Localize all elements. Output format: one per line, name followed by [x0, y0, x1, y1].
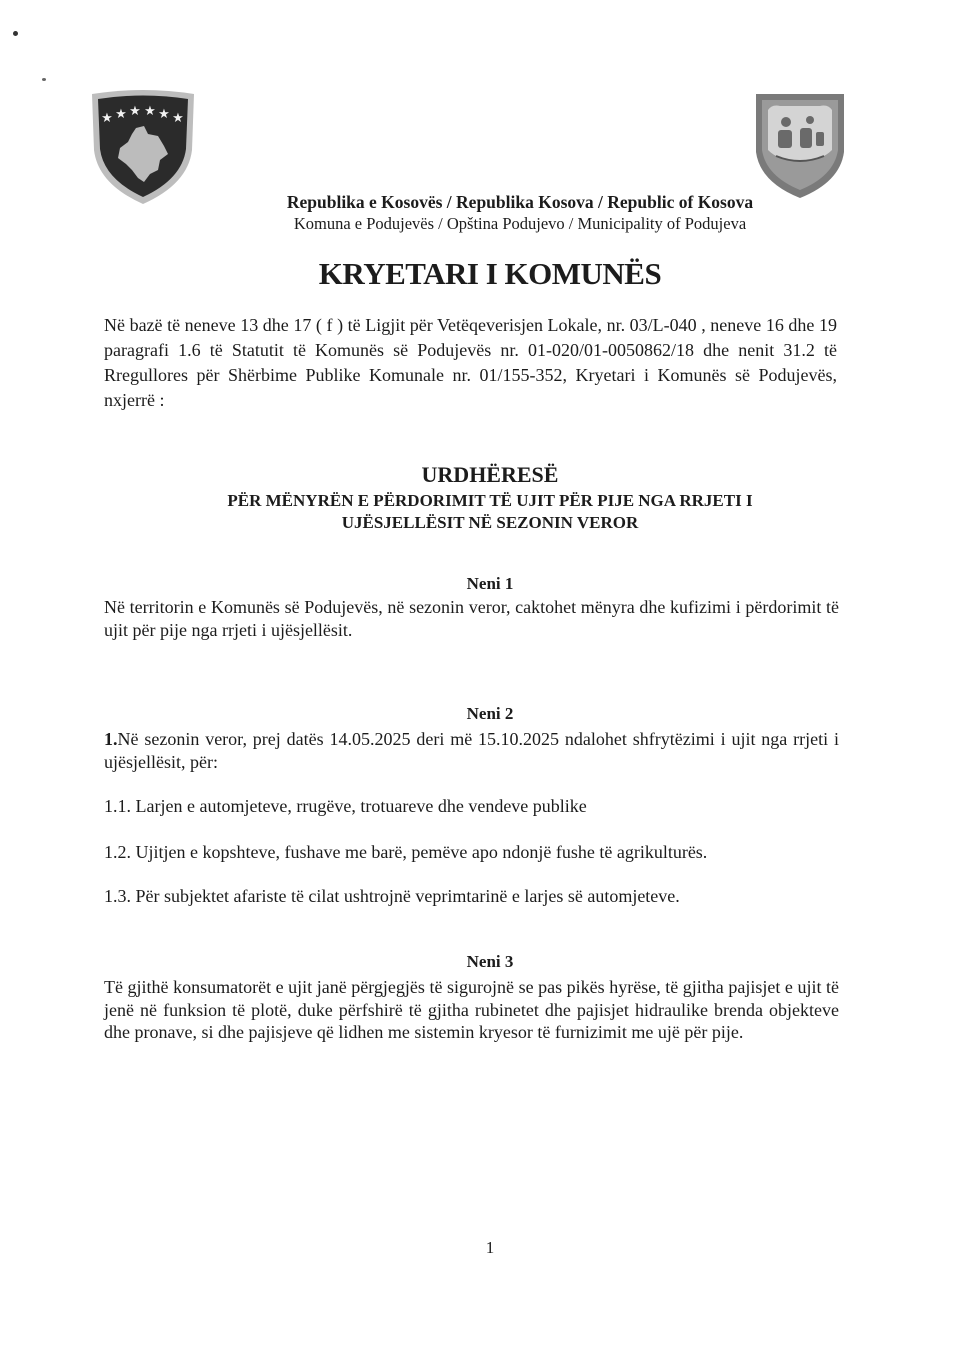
svg-text:★: ★: [144, 104, 156, 119]
page-number: 1: [485, 1238, 495, 1257]
article-2-heading: Neni 2: [466, 704, 514, 723]
svg-text:★: ★: [172, 111, 184, 126]
header-state-name: Republika e Kosovës / Republika Kosova / Republic of Kosova: [286, 192, 754, 212]
article-2-lead-number: 1.: [104, 729, 118, 749]
article-2-body: Në sezonin veror, prej datës 14.05.2025 deri më 15.10.2025 ndalohet shfrytëzimi i ujit nga rrjeti i ujësjellësit, për:: [104, 729, 839, 772]
article-2-item: 1.1. Larjen e automjeteve, rrugëve, trotuareve dhe vendeve publike: [104, 796, 587, 816]
svg-text:★: ★: [101, 111, 113, 126]
article-2-item: 1.2. Ujitjen e kopshteve, fushave me barë, pemëve apo ndonjë fushe të agrikulturës.: [104, 842, 708, 862]
document-title: KRYETARI I KOMUNËS: [318, 256, 662, 291]
article-1-heading: Neni 1: [466, 574, 514, 593]
scan-speck: [13, 31, 18, 36]
article-3-heading: Neni 3: [466, 952, 514, 971]
order-subtitle-line: UJËSJELLËSIT NË SEZONIN VEROR: [341, 513, 639, 532]
article-1-text: Në territorin e Komunës së Podujevës, në sezonin veror, caktohet mënyra dhe kufizimi i përdorimit të ujit për pije nga rrjeti i ujësjellësit.: [104, 597, 839, 640]
article-2-item: 1.3. Për subjektet afariste të cilat ushtrojnë veprimtarinë e larjes së automjeteve.: [104, 886, 680, 906]
svg-text:★: ★: [158, 107, 170, 122]
svg-text:★: ★: [129, 104, 141, 119]
order-subtitle: [0, 490, 980, 534]
order-title: URDHËRESË: [421, 462, 559, 487]
scan-speck: [42, 78, 46, 81]
legal-preamble: Në bazë të neneve 13 dhe 17 ( f ) të Ligjit për Vetëqeverisjen Lokale, nr. 03/L-040 , neneve 16 dhe 19 paragrafi 1.6 të Statutit të Komunës së Podujevës nr. 01-020/01-0050862/18 dhe nenit 31.2 të Rregullores për Shërbime Publike Komunale nr. 01/155-352, Kryetari i Komunës së Podujevës, nxjerrë :: [104, 315, 837, 410]
order-subtitle-line: PËR MËNYRËN E PËRDORIMIT TË UJIT PËR PIJE NGA RRJETI I: [227, 491, 753, 510]
svg-text:★: ★: [115, 107, 127, 122]
podujeva-municipality-coat-of-arms-icon: [750, 90, 850, 200]
kosovo-coat-of-arms-icon: [88, 88, 198, 206]
article-2-text: [104, 728, 839, 773]
article-3-text: Të gjithë konsumatorët e ujit janë përgjegjës të sigurojnë se pas pikës hyrëse, të gjitha pajisjet e ujit të jenë në funksion të plotë, duke përfshirë të gjitha rubinetet dhe pajisjet hidraulike brenda objekteve dhe pronave, si dhe pajisjeve që lidhen me sistemin kryesor të furnizimit me ujë për pije.: [104, 977, 839, 1042]
header-municipality-name: Komuna e Podujevës / Opština Podujevo / Municipality of Podujeva: [293, 214, 747, 233]
